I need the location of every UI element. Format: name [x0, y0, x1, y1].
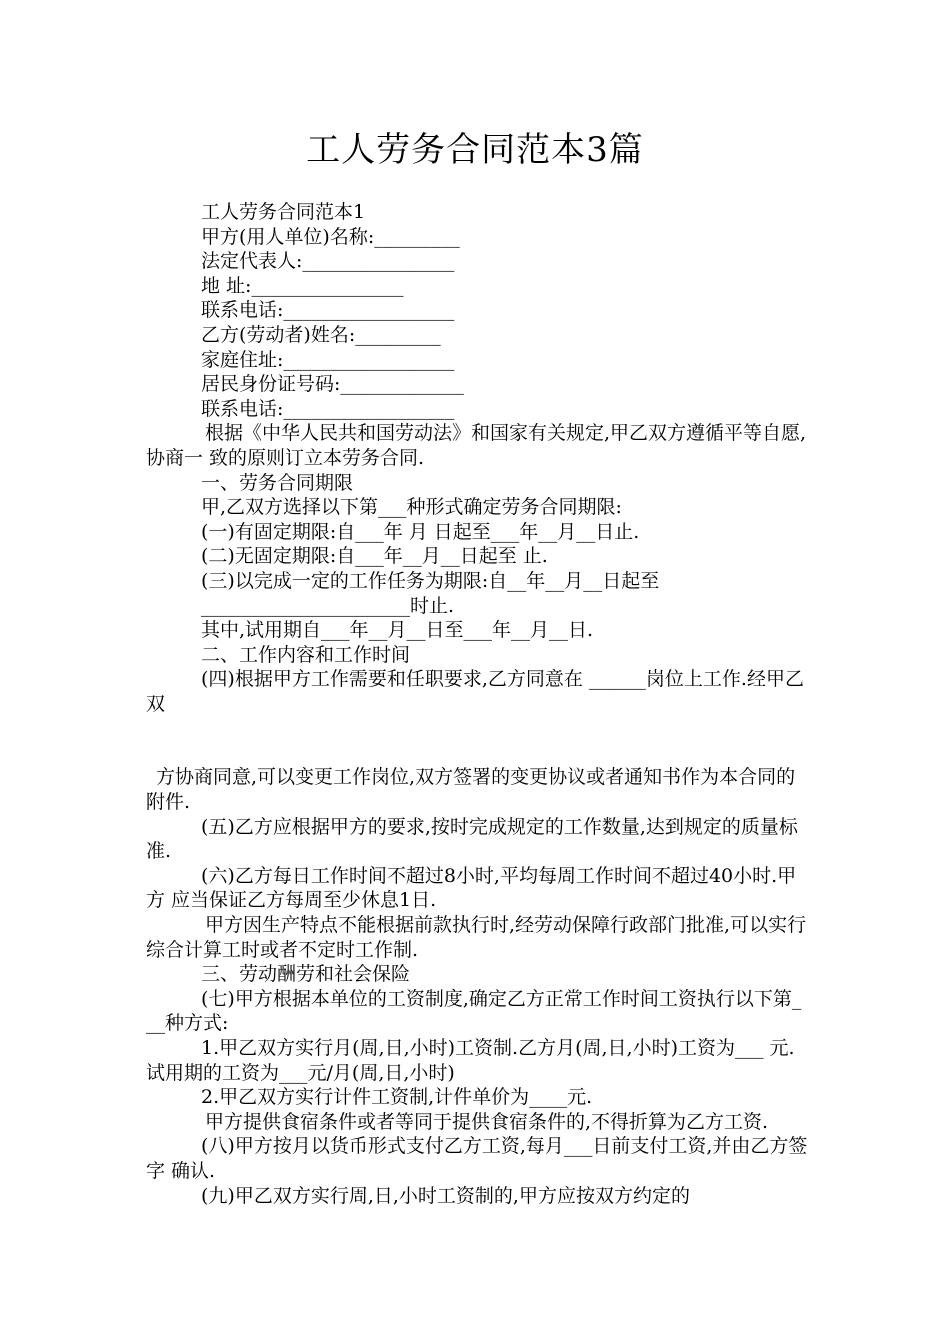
field-legal-rep: 法定代表人:________________	[201, 250, 455, 273]
field-home-address: 家庭住址:__________________	[201, 348, 455, 371]
paragraph: 甲,乙双方选择以下第___种形式确定劳务合同期限:	[201, 496, 622, 519]
section-heading: 三、劳动酬劳和社会保险	[201, 963, 411, 986]
paragraph: 2.甲乙双方实行计件工资制,计件单价为____元.	[201, 1086, 593, 1109]
contract-subtitle: 工人劳务合同范本1	[201, 201, 366, 223]
paragraph: 甲方因生产特点不能根据前款执行时,经劳动保障行政部门批准,可以实行综合计算工时或者不定时工作制.	[146, 914, 807, 961]
paragraph: (一)有固定期限:自___年 月 日起至___年__月__日止.	[201, 520, 640, 543]
paragraph: (六)乙方每日工作时间不超过8小时,平均每周工作时间不超过40小时.甲方 应当保证乙方每周至少休息1日.	[146, 864, 797, 912]
paragraph: (四)根据甲方工作需要和任职要求,乙方同意在 ______岗位上工作.经甲乙双	[146, 668, 804, 715]
paragraph: (五)乙方应根据甲方的要求,按时完成规定的工作数量,达到规定的质量标准.	[146, 815, 798, 863]
document-title: 工人劳务合同范本3篇	[306, 130, 644, 170]
paragraph: (八)甲方按月以货币形式支付乙方工资,每月___日前支付工资,并由乙方签字 确认.	[146, 1135, 808, 1182]
paragraph: (三)以完成一定的工作任务为期限:自__年__月__日起至	[201, 569, 660, 592]
paragraph: (九)甲乙双方实行周,日,小时工资制的,甲方应按双方约定的	[201, 1184, 690, 1207]
field-id-number: 居民身份证号码:_____________	[201, 373, 464, 396]
page-break-gap	[146, 716, 810, 765]
document-body	[146, 200, 810, 1208]
field-party-b-name: 乙方(劳动者)姓名:_________	[201, 323, 441, 346]
paragraph: (二)无固定期限:自___年__月__日起至 止.	[201, 545, 548, 568]
section-heading: 一、劳务合同期限	[201, 471, 354, 494]
section-heading: 二、工作内容和工作时间	[201, 643, 411, 666]
paragraph: 其中,试用期自___年__月__日至___年__月__日.	[201, 619, 594, 642]
field-phone-b: 联系电话:__________________	[201, 397, 455, 420]
paragraph: (七)甲方根据本单位的工资制度,确定乙方正常工作时间工资执行以下第___种方式:	[146, 987, 802, 1035]
paragraph: 甲方提供食宿条件或者等同于提供食宿条件的,不得折算为乙方工资.	[205, 1110, 769, 1133]
paragraph: 根据《中华人民共和国劳动法》和国家有关规定,甲乙双方遵循平等自愿,协商一 致的原则订立本劳务合同.	[146, 422, 807, 469]
field-phone-a: 联系电话:__________________	[201, 299, 455, 322]
paragraph: 方协商同意,可以变更工作岗位,双方签署的变更协议或者通知书作为本合同的附件.	[146, 766, 796, 814]
field-address: 地 址:________________	[201, 274, 404, 297]
field-party-a-name: 甲方(用人单位)名称:_________	[201, 225, 460, 248]
paragraph: 1.甲乙双方实行月(周,日,小时)工资制.乙方月(周,日,小时)工资为___ 元.试用期的工资为___元/月(周,日,小时)	[146, 1037, 795, 1084]
paragraph: ______________________时止.	[201, 594, 455, 617]
